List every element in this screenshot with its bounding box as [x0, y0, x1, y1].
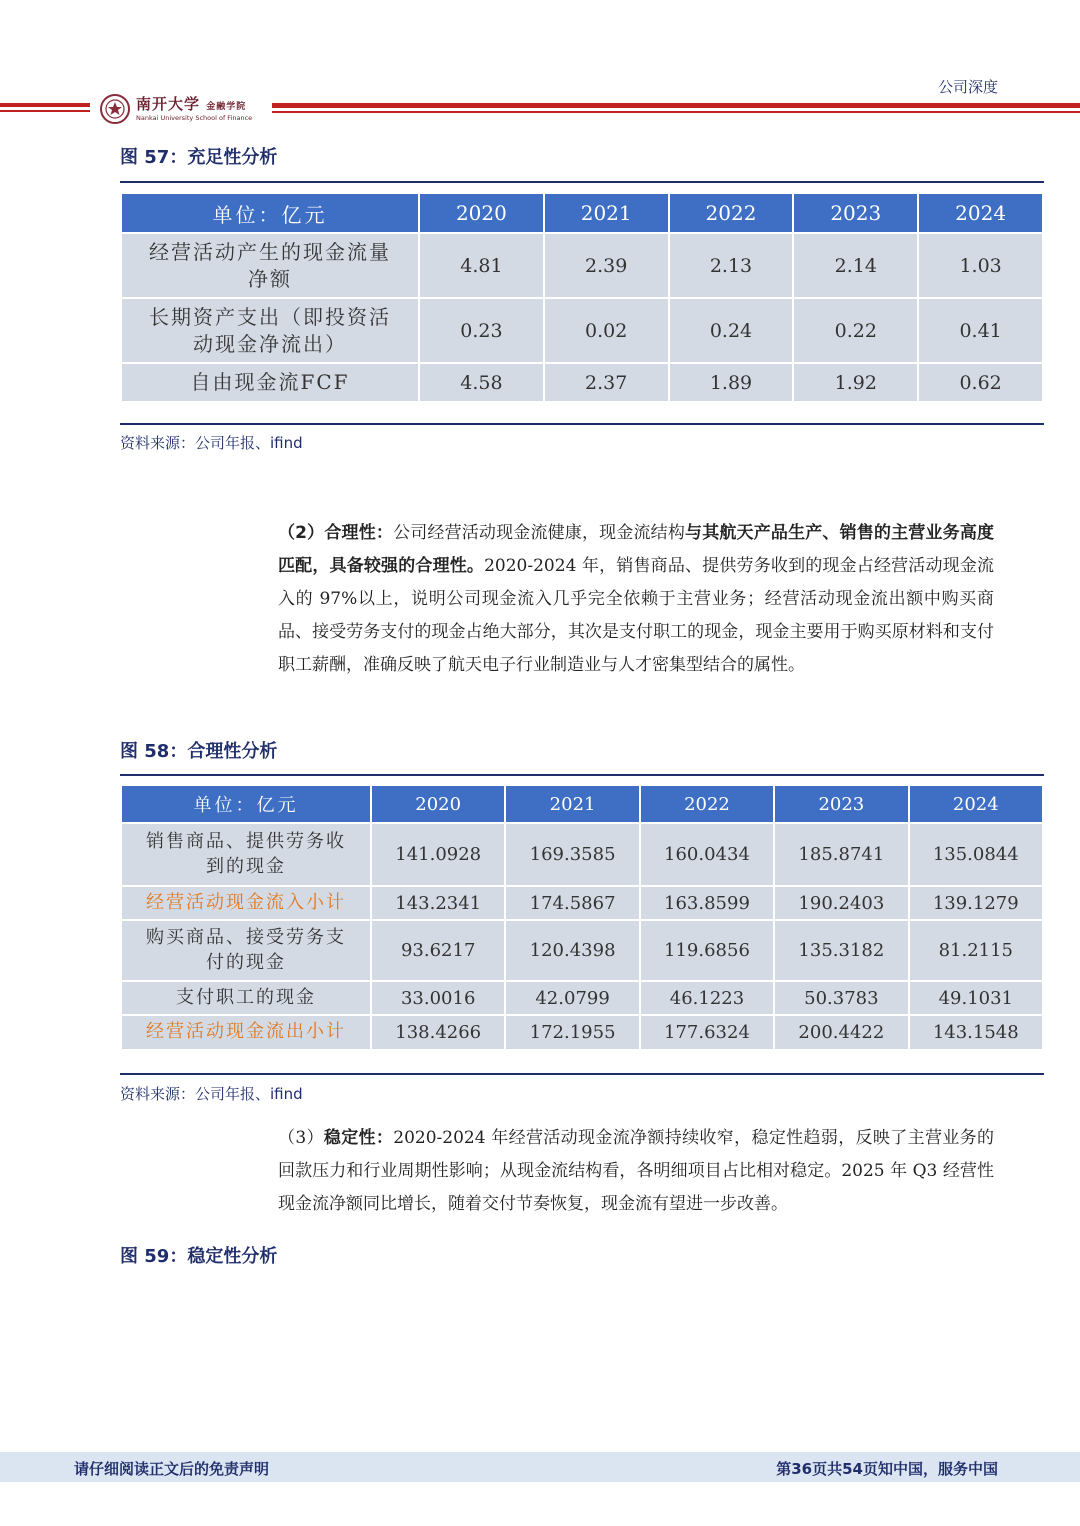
- row-label: [122, 824, 370, 885]
- paragraph-rationality: [278, 517, 994, 682]
- row-label-line: 付的现金: [206, 951, 286, 973]
- table-cell: 0.22: [794, 299, 917, 362]
- table-cell: 135.0844: [910, 824, 1042, 885]
- row-label: [122, 887, 370, 919]
- figure57-title: 图 57：充足性分析: [120, 147, 278, 168]
- paragraph-text: 公司经营活动现金流健康，现金流结构: [393, 523, 686, 543]
- row-label: [122, 921, 370, 980]
- row-label-line: 动现金净流出）: [193, 331, 347, 356]
- table-cell: 42.0799: [506, 982, 638, 1014]
- table-row: [122, 364, 1042, 401]
- column-header: 2021: [506, 786, 638, 822]
- table-cell: 0.02: [545, 299, 668, 362]
- logo-cn-name: 南开大学: [136, 94, 201, 113]
- figure57-table: [120, 192, 1044, 403]
- table-cell: 0.62: [919, 364, 1042, 401]
- column-header: 2024: [910, 786, 1042, 822]
- table-row: [122, 299, 1042, 362]
- table-cell: 49.1031: [910, 982, 1042, 1014]
- section-label: 公司深度: [937, 78, 998, 96]
- logo-en-name: Nankai University School of Finance: [136, 113, 253, 122]
- table-cell: 169.3585: [506, 824, 638, 885]
- row-label-line: 销售商品、提供劳务收: [146, 831, 346, 853]
- figure57-source: 资料来源：公司年报、ifind: [120, 434, 303, 452]
- paragraph-emphasis: 与其航天产品生产、销售的主营业务高度匹配，具备较强的合理性。: [278, 523, 994, 576]
- row-label-line: 经营活动现金流出小计: [146, 1021, 346, 1043]
- column-header: 2024: [919, 194, 1042, 232]
- row-label: [122, 982, 370, 1014]
- header-rule-right-thin: [272, 111, 1080, 113]
- row-label: [122, 234, 418, 297]
- table-row: [122, 824, 1042, 885]
- table-cell: 1.03: [919, 234, 1042, 297]
- row-label-line: 到的现金: [206, 855, 286, 877]
- table-header-row: [122, 786, 1042, 822]
- table-cell: 0.41: [919, 299, 1042, 362]
- table-row: [122, 982, 1042, 1014]
- table-cell: 185.8741: [775, 824, 907, 885]
- table-cell: 46.1223: [641, 982, 773, 1014]
- table-cell: 141.0928: [372, 824, 504, 885]
- paragraph-text: 2020-2024 年，销售商品、提供劳务收到的现金占经营活动现金流入的 97%以上，说明公司现金流入几乎完全依赖于主营业务；经营活动现金流出额中购买商品、接受劳务支付的现金占绝大部分，其次是支付职工的现金，现金主要用于购买原材料和支付职工薪酬，准确反映了航天电子行业制造业与人才密集型结合的属性。: [278, 556, 994, 675]
- table-cell: 1.92: [794, 364, 917, 401]
- table-cell: 2.39: [545, 234, 668, 297]
- table-cell: 143.1548: [910, 1016, 1042, 1049]
- university-seal-icon: [100, 94, 130, 124]
- table-cell: 138.4266: [372, 1016, 504, 1049]
- table-cell: 2.14: [794, 234, 917, 297]
- figure58-source: 资料来源：公司年报、ifind: [120, 1085, 303, 1103]
- row-label-line: 购买商品、接受劳务支: [146, 927, 346, 949]
- table-cell: 200.4422: [775, 1016, 907, 1049]
- table-row: [122, 921, 1042, 980]
- table-cell: 135.3182: [775, 921, 907, 980]
- row-label: [122, 1016, 370, 1049]
- column-header: 2020: [372, 786, 504, 822]
- header-rule-right: [272, 103, 1080, 108]
- table-cell: 139.1279: [910, 887, 1042, 919]
- table-cell: 143.2341: [372, 887, 504, 919]
- figure57-top-rule: [120, 181, 1044, 183]
- table-cell: 93.6217: [372, 921, 504, 980]
- paragraph-text: 2020-2024 年经营活动现金流净额持续收窄，稳定性趋弱，反映了主营业务的回款压力和行业周期性影响；从现金流结构看，各明细项目占比相对稳定。2025 年 Q3 经营性现金流净额同比增长，随着交付节奏恢复，现金流有望进一步改善。: [278, 1128, 994, 1214]
- figure58-title: 图 58：合理性分析: [120, 741, 278, 762]
- table-cell: 2.37: [545, 364, 668, 401]
- paragraph-prefix: （3）: [278, 1128, 324, 1148]
- table-cell: 160.0434: [641, 824, 773, 885]
- column-header: 单位：亿元: [122, 786, 370, 822]
- column-header: 2023: [794, 194, 917, 232]
- column-header: 2022: [670, 194, 793, 232]
- table-cell: 50.3783: [775, 982, 907, 1014]
- row-label-line: 经营活动现金流入小计: [146, 891, 346, 913]
- figure58-top-rule: [120, 774, 1044, 776]
- table-row-subtotal: [122, 887, 1042, 919]
- table-cell: 33.0016: [372, 982, 504, 1014]
- table-cell: 119.6856: [641, 921, 773, 980]
- table-cell: 172.1955: [506, 1016, 638, 1049]
- column-header: 2021: [545, 194, 668, 232]
- header-rule-left-thin: [0, 110, 90, 112]
- column-header: 2020: [420, 194, 543, 232]
- table-cell: 163.8599: [641, 887, 773, 919]
- column-header: 单位：亿元: [122, 194, 418, 232]
- table-row-subtotal: [122, 1016, 1042, 1049]
- paragraph-prefix: （2）合理性：: [278, 523, 394, 543]
- figure59-title: 图 59：稳定性分析: [120, 1246, 278, 1267]
- row-label-line: 自由现金流FCF: [190, 370, 350, 394]
- row-label-line: 经营活动产生的现金流量: [149, 239, 391, 264]
- table-cell: 81.2115: [910, 921, 1042, 980]
- figure58-bottom-rule: [120, 1073, 1044, 1075]
- footer-disclaimer: 请仔细阅读正文后的免责声明: [74, 1460, 270, 1478]
- paragraph-stability: [278, 1122, 994, 1221]
- row-label: [122, 364, 418, 401]
- table-cell: 1.89: [670, 364, 793, 401]
- table-cell: 177.6324: [641, 1016, 773, 1049]
- table-header-row: [122, 194, 1042, 232]
- table-cell: 174.5867: [506, 887, 638, 919]
- row-label-line: 支付职工的现金: [176, 986, 316, 1008]
- table-cell: 4.58: [420, 364, 543, 401]
- paragraph-emphasis: 稳定性：: [323, 1128, 394, 1148]
- header-rule-left: [0, 103, 90, 107]
- row-label-line: 净额: [248, 266, 292, 291]
- table-cell: 0.24: [670, 299, 793, 362]
- table-row: [122, 234, 1042, 297]
- table-cell: 190.2403: [775, 887, 907, 919]
- column-header: 2022: [641, 786, 773, 822]
- table-cell: 2.13: [670, 234, 793, 297]
- row-label: [122, 299, 418, 362]
- figure57-bottom-rule: [120, 423, 1044, 425]
- logo-cn-school: 金融学院: [206, 101, 247, 112]
- table-cell: 120.4398: [506, 921, 638, 980]
- table-cell: 0.23: [420, 299, 543, 362]
- footer-page-info: 第36页共54页知中国，服务中国: [776, 1460, 998, 1478]
- university-logo: [100, 92, 252, 126]
- column-header: 2023: [775, 786, 907, 822]
- table-cell: 4.81: [420, 234, 543, 297]
- figure58-table: [120, 784, 1044, 1051]
- row-label-line: 长期资产支出（即投资活: [149, 304, 391, 329]
